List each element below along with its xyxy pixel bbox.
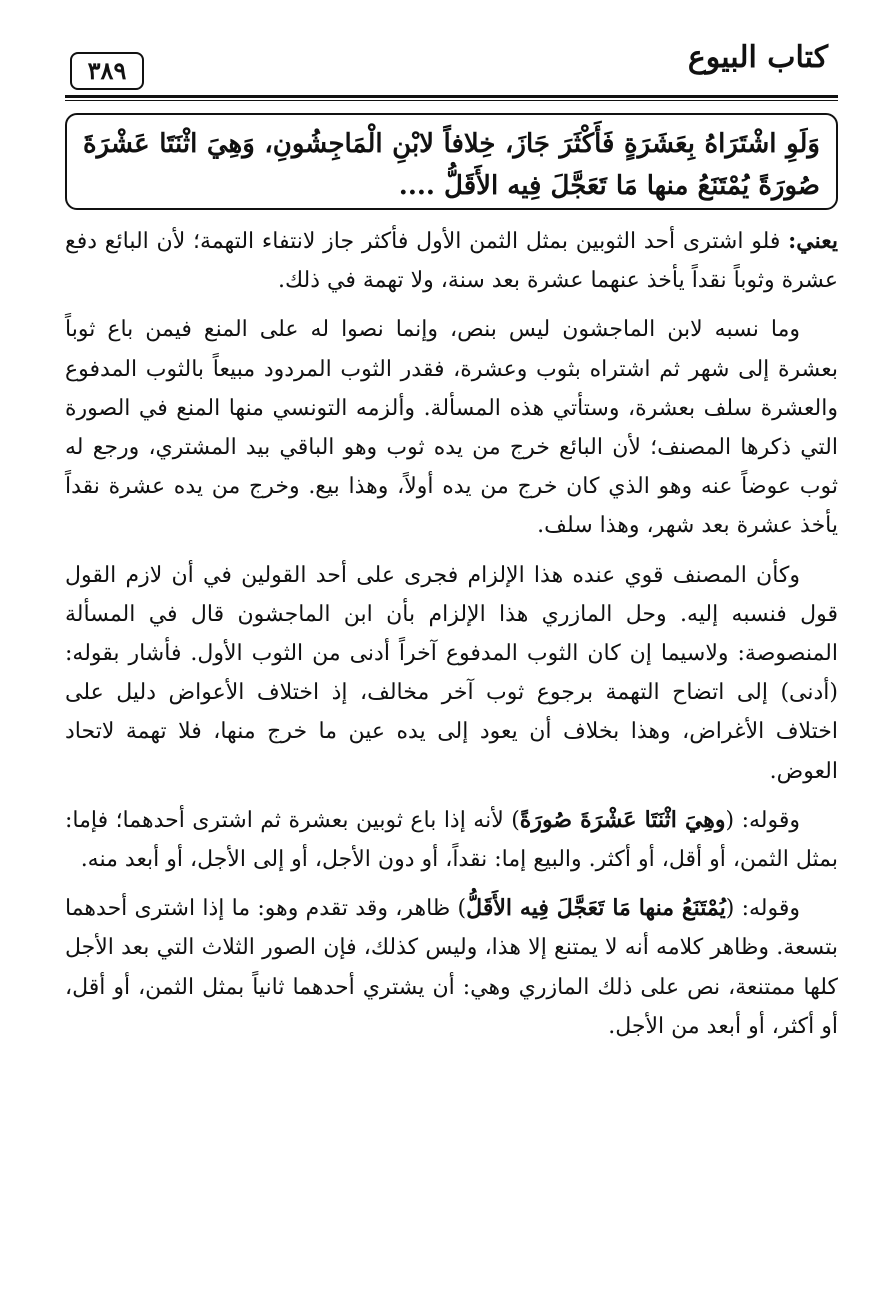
header-rule-thin bbox=[65, 100, 838, 101]
paragraph-2: وما نسبه لابن الماجشون ليس بنص، وإنما نصوا له على المنع فيمن باع ثوباً بعشرة إلى شهر ثم اشتراه بثوب وعشرة، فقدر الثوب المردود مبيعاً بالثوب المدفوع والعشرة سلف بعشرة، وستأتي هذه المسألة. وألزمه التونسي منها المنع في الصورة التي ذكرها المصنف؛ لأن البائع خرج من يده ثوب وهو الباقي بيد المشتري، ورجع له ثوب عوضاً عنه وهو الذي كان خرج من يده أولاً، وهذا بيع. وخرج من يده عشرة نقداً يأخذ عشرة بعد شهر، وهذا سلف. bbox=[65, 317, 838, 539]
matn-quote: وهِيَ اثْنَتَا عَشْرَةَ صُورَةً bbox=[519, 806, 726, 833]
paragraph-5 bbox=[65, 889, 838, 1046]
matn-text: وَلَوِ اشْتَرَاهُ بِعَشَرَةٍ فَأَكْثَرَ جَازَ، خِلافاً لابْنِ الْمَاجِشُونِ، وَهِيَ اثْنَتَا عَشْرَةَ صُورَةً يُمْتَنَعُ منها مَا تَعَجَّلَ فِيه الأَقَلُّ .... bbox=[83, 129, 820, 201]
paragraph-1 bbox=[65, 222, 838, 300]
matn-quote: يُمْتَنَعُ منها مَا تَعَجَّلَ فِيه الأَقَلُّ bbox=[466, 895, 726, 922]
page-number: ٣٨٩ bbox=[70, 52, 144, 90]
paragraph-3: وكأن المصنف قوي عنده هذا الإلزام فجرى على أحد القولين في أن لازم القول قول فنسبه إليه. وحل المازري هذا الإلزام بأن ابن الماجشون قال في المسألة المنصوصة: ولاسيما إن كان الثوب المدفوع آخراً أدنى من الثوب الأول. فأشار بقوله:(أدنى) إلى اتضاح التهمة برجوع ثوب آخر مخالف، إذ اختلاف الأعواض دليل على اختلاف الأغراض، وهذا بخلاف أن يعود إلى يده عين ما خرج منها، فلا تهمة لاتحاد العوض. bbox=[65, 562, 838, 784]
paragraph-text: فلو اشترى أحد الثوبين بمثل الثمن الأول فأكثر جاز لانتفاء التهمة؛ لأن البائع دفع عشرة وثوباً نقداً يأخذ عنهما عشرة بعد سنة، ولا تهمة في ذلك. bbox=[65, 229, 838, 294]
book-title: كتاب البيوع bbox=[687, 40, 828, 75]
matn-box bbox=[65, 113, 838, 210]
paragraph-lead: يعني: bbox=[788, 228, 838, 254]
paragraph-4 bbox=[65, 801, 838, 879]
quote-suffix: ) لأنه إذا باع ثوبين بعشرة ثم اشترى أحدهما؛ فإما: بمثل الثمن، أو أقل، أو أكثر. والبيع إما: نقداً، أو دون الأجل، أو إلى الأجل، أو أبعد منه. bbox=[65, 807, 838, 873]
header-rule bbox=[65, 95, 838, 98]
quote-prefix: وقوله: ( bbox=[725, 807, 800, 833]
commentary bbox=[65, 222, 838, 1046]
page-header bbox=[0, 0, 886, 105]
quote-prefix: وقوله: ( bbox=[725, 896, 801, 922]
quote-suffix: ) ظاهر، وقد تقدم وهو: ما إذا اشترى أحدهما بتسعة. وظاهر كلامه أنه لا يمتنع إلا هذا، وليس كذلك، فإن الصور الثلاث التي بعد الأجل كلها ممتنعة، نص على ذلك المازري وهي: أن يشتري أحدهما ثانياً بمثل الثمن، أو أقل، أو أكثر، أو أبعد من الأجل. bbox=[65, 896, 838, 1039]
